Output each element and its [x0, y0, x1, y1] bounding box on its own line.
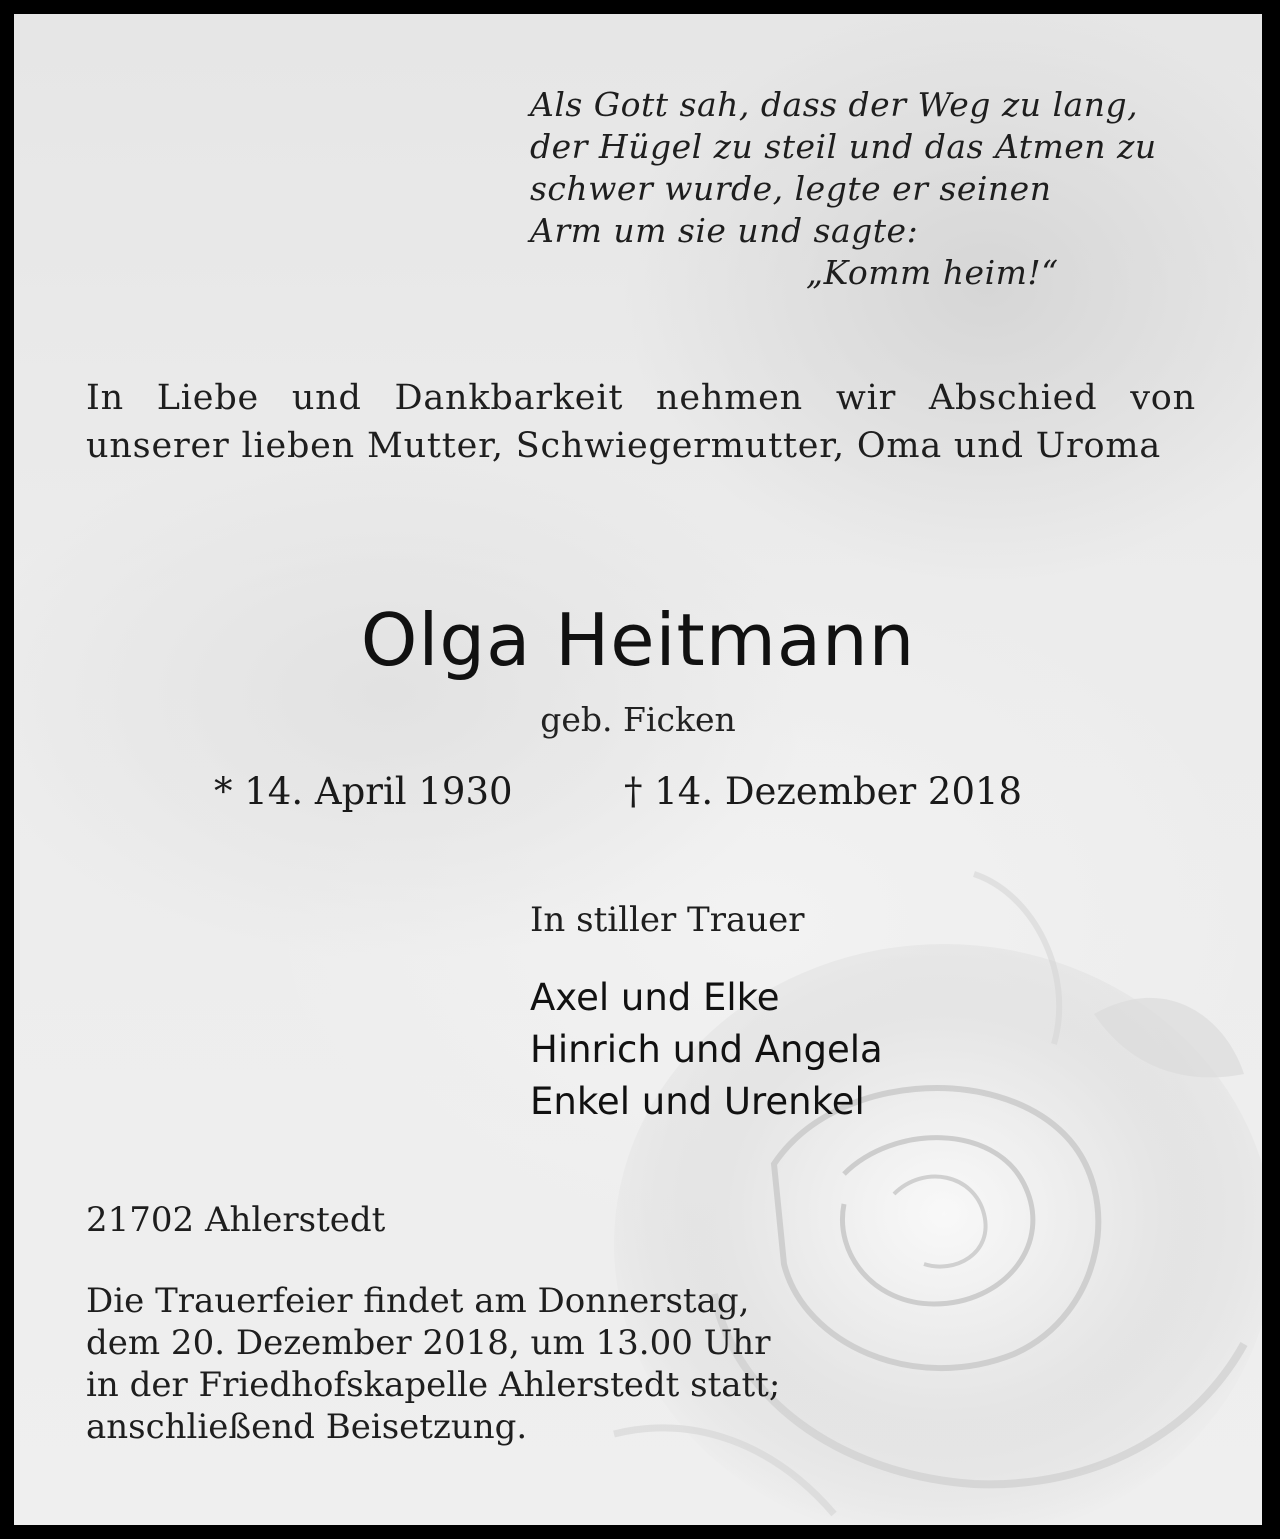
place-line: 21702 Ahlerstedt	[86, 1200, 386, 1240]
service-line: dem 20. Dezember 2018, um 13.00 Uhr	[86, 1323, 771, 1363]
poem-line: Arm um sie und sagte:	[530, 211, 919, 250]
mourner-entry: Enkel und Urenkel	[530, 1080, 865, 1123]
death-date: † 14. Dezember 2018	[624, 770, 1023, 813]
poem-line: schwer wurde, legte er seinen	[530, 169, 1052, 208]
poem-line: der Hügel zu steil und das Atmen zu	[530, 127, 1157, 166]
farewell-text: In Liebe und Dankbarkeit nehmen wir Abschied von unserer lieben Mutter, Schwiegermutter, Oma und Uroma	[86, 378, 1196, 466]
birth-date: * 14. April 1930	[214, 770, 513, 813]
poem-line: Als Gott sah, dass der Weg zu lang,	[530, 85, 1139, 124]
poem-closing-line: „Komm heim!“	[806, 253, 1059, 292]
service-line: Die Trauerfeier findet am Donnerstag,	[86, 1281, 750, 1321]
mourner-entry: Hinrich und Angela	[530, 1028, 883, 1071]
funeral-service-info	[86, 1280, 906, 1448]
maiden-name: geb. Ficken	[540, 700, 736, 739]
service-line: anschließend Beisetzung.	[86, 1407, 528, 1447]
service-line: in der Friedhofskapelle Ahlerstedt statt;	[86, 1365, 781, 1405]
mourning-heading: In stiller Trauer	[530, 900, 805, 940]
mourners-list	[530, 972, 883, 1128]
obituary-notice	[14, 14, 1262, 1525]
deceased-name: Olga Heitmann	[360, 598, 916, 682]
mourner-entry: Axel und Elke	[530, 976, 780, 1019]
poem	[530, 84, 1210, 294]
